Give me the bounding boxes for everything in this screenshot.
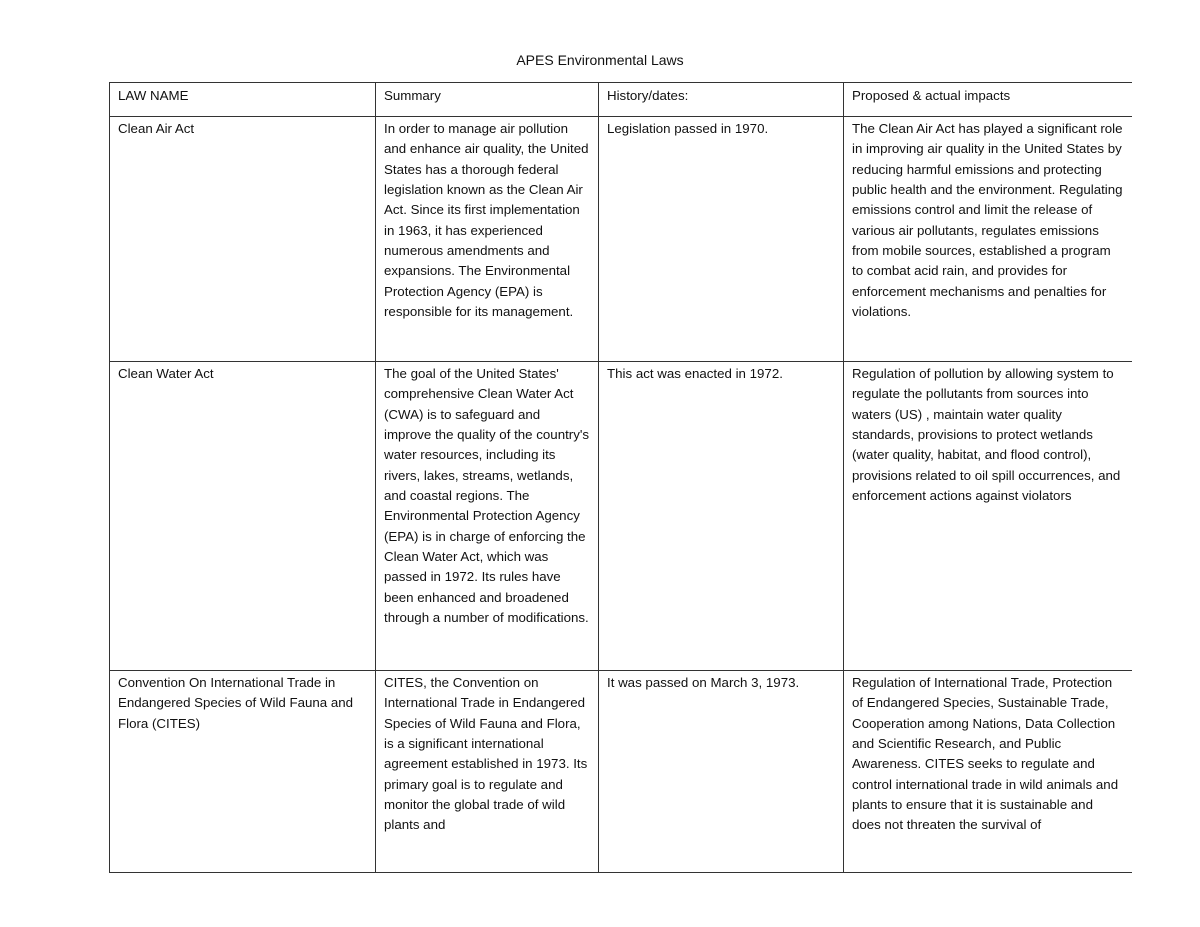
header-law-name: LAW NAME — [110, 83, 376, 117]
law-name-text: Clean Water Act — [118, 366, 214, 381]
history-cell — [599, 671, 844, 874]
header-impacts: Proposed & actual impacts — [844, 83, 1133, 117]
summary-text: In order to manage air pollution and enhance air quality, the United States has a thorough federal legislation known as the Clean Air Act. Since its first implementation in 1963, it has experienced numerous amendments and expansions. The Environmental Protection Agency (EPA) is responsible for its management. — [384, 121, 589, 320]
law-name-text: Convention On International Trade in Endangered Species of Wild Fauna and Flora (CITES) — [118, 675, 354, 731]
impacts-text: Regulation of pollution by allowing system to regulate the pollutants from sources into waters (US) , maintain water quality standards, provisions to protect wetlands (water quality, habitat, and flood control), provisions related to oil spill occurrences, and enforcement actions against violators — [852, 366, 1121, 504]
table-row — [110, 362, 1133, 671]
summary-cell — [376, 117, 599, 362]
impacts-cell — [844, 671, 1133, 874]
history-text: Legislation passed in 1970. — [607, 121, 769, 136]
impacts-cell — [844, 117, 1133, 362]
header-history: History/dates: — [599, 83, 844, 117]
law-name-cell — [110, 671, 376, 874]
header-summary: Summary — [376, 83, 599, 117]
impacts-text: The Clean Air Act has played a significant role in improving air quality in the United States by reducing harmful emissions and protecting public health and the environment. Regulating emissions control and limit the release of various air pollutants, regulates emissions from mobile sources, established a program to combat acid rain, and provides for enforcement mechanisms and penalties for violations. — [852, 121, 1123, 320]
document-title: APES Environmental Laws — [516, 52, 684, 68]
history-text: It was passed on March 3, 1973. — [607, 675, 800, 690]
laws-table — [109, 82, 1132, 873]
laws-table-container — [109, 82, 1132, 873]
history-text: This act was enacted in 1972. — [607, 366, 783, 381]
summary-cell — [376, 362, 599, 671]
law-name-cell — [110, 117, 376, 362]
law-name-text: Clean Air Act — [118, 121, 195, 136]
impacts-text: Regulation of International Trade, Protection of Endangered Species, Sustainable Trade, Cooperation among Nations, Data Collection and Scientific Research, and Public Awareness. CITES seeks to regulate and control international trade in wild animals and plants to ensure that it is sustainable and does not threaten the survival of — [852, 675, 1119, 833]
history-cell — [599, 117, 844, 362]
summary-text: The goal of the United States' comprehensive Clean Water Act (CWA) is to safeguard and improve the quality of the country's water resources, including its rivers, lakes, streams, wetlands, and coastal regions. The Environmental Protection Agency (EPA) is in charge of enforcing the Clean Water Act, which was passed in 1972. Its rules have been enhanced and broadened through a number of modifications. — [384, 366, 590, 626]
table-row — [110, 671, 1133, 874]
summary-text: CITES, the Convention on International Trade in Endangered Species of Wild Fauna and Flora, is a significant international agreement established in 1973. Its primary goal is to regulate and monitor the global trade of wild plants and — [384, 675, 588, 833]
history-cell — [599, 362, 844, 671]
law-name-cell — [110, 362, 376, 671]
summary-cell — [376, 671, 599, 874]
table-row — [110, 117, 1133, 362]
impacts-cell — [844, 362, 1133, 671]
table-header-row — [110, 83, 1133, 117]
